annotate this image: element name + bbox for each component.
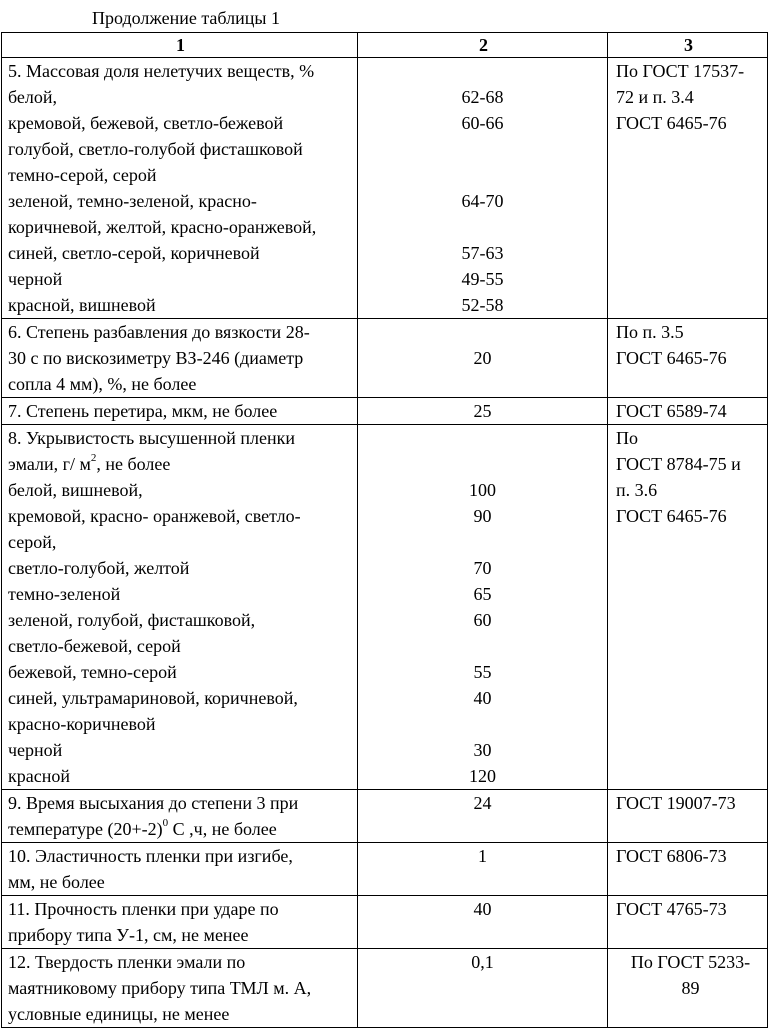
property-line: 11. Прочность пленки при ударе по <box>8 899 279 919</box>
value-cell <box>358 319 608 398</box>
property-text: С ,ч, не более <box>168 819 277 839</box>
header-col-1: 1 <box>2 33 358 58</box>
method-line: п. 3.6 <box>616 480 658 500</box>
value-line: 64-70 <box>461 191 504 211</box>
value-cell <box>358 896 608 949</box>
property-cell <box>2 790 358 843</box>
table-row <box>2 949 768 1028</box>
property-line: светло-голубой, желтой <box>8 558 190 578</box>
value-line: 55 <box>473 662 492 682</box>
superscript: 0 <box>162 817 169 829</box>
property-cell <box>2 319 358 398</box>
property-line: белой, вишневой, <box>8 480 143 500</box>
property-line: бежевой, темно-серой <box>8 662 177 682</box>
property-cell <box>2 843 358 896</box>
property-line: кремовой, красно- оранжевой, светло- <box>8 506 301 526</box>
property-line <box>8 816 353 842</box>
method-line: По ГОСТ 5233- <box>630 952 751 972</box>
value-line <box>358 319 607 345</box>
method-line: ГОСТ 6589-74 <box>616 401 727 421</box>
method-line: ГОСТ 6465-76 <box>616 348 727 368</box>
value-line <box>358 162 607 188</box>
value-line: 57-63 <box>461 243 504 263</box>
property-line: 10. Эластичность пленки при изгибе, <box>8 846 293 866</box>
value-line <box>358 451 607 477</box>
property-line: светло-бежевой, серой <box>8 636 181 656</box>
property-line: прибору типа У-1, см, не менее <box>8 925 249 945</box>
table-row <box>2 425 768 790</box>
value-line: 49-55 <box>461 269 504 289</box>
method-cell <box>608 949 768 1028</box>
property-cell <box>2 425 358 790</box>
value-line: 52-58 <box>461 295 504 315</box>
property-line: белой, <box>8 87 58 107</box>
property-line: коричневой, желтой, красно-оранжевой, <box>8 217 317 237</box>
value-line <box>358 136 607 162</box>
method-cell <box>608 843 768 896</box>
value-line: 40 <box>473 688 492 708</box>
value-line <box>358 371 607 397</box>
value-line <box>358 633 607 659</box>
method-cell <box>608 790 768 843</box>
value-line <box>358 529 607 555</box>
property-line: зеленой, голубой, фисташковой, <box>8 610 256 630</box>
property-cell <box>2 58 358 319</box>
property-line: красной <box>8 766 70 786</box>
table-row <box>2 790 768 843</box>
property-line: синей, ультрамариновой, коричневой, <box>8 688 298 708</box>
property-line: черной <box>8 740 63 760</box>
value-line: 90 <box>473 506 492 526</box>
value-line: 62-68 <box>461 87 504 107</box>
method-line: ГОСТ 19007-73 <box>616 793 736 813</box>
property-line: красной, вишневой <box>8 295 156 315</box>
method-line: По п. 3.5 <box>616 322 684 342</box>
method-cell <box>608 398 768 425</box>
value-line <box>358 711 607 737</box>
header-col-3: 3 <box>608 33 768 58</box>
value-cell <box>358 843 608 896</box>
property-line: условные единицы, не менее <box>8 1004 230 1024</box>
table-caption: Продолжение таблицы 1 <box>92 8 280 28</box>
method-line: ГОСТ 8784-75 и <box>616 454 741 474</box>
method-line: По ГОСТ 17537- <box>616 61 745 81</box>
value-line: 70 <box>473 558 492 578</box>
property-line: 9. Время высыхания до степени 3 при <box>8 793 299 813</box>
value-line: 100 <box>469 480 496 500</box>
value-line: 20 <box>473 348 492 368</box>
value-line <box>358 58 607 84</box>
value-cell <box>358 949 608 1028</box>
value-line <box>358 214 607 240</box>
property-line: темно-зеленой <box>8 584 121 604</box>
property-line: 6. Степень разбавления до вязкости 28- <box>8 322 310 342</box>
value-line: 1 <box>478 846 487 866</box>
property-text: эмали, г/ м <box>8 454 91 474</box>
property-line: красно-коричневой <box>8 714 156 734</box>
property-line: сопла 4 мм), %, не более <box>8 374 197 394</box>
property-cell <box>2 949 358 1028</box>
value-line: 60 <box>473 610 492 630</box>
header-col-2: 2 <box>358 33 608 58</box>
method-line: ГОСТ 4765-73 <box>616 899 727 919</box>
method-cell <box>608 425 768 790</box>
superscript: 2 <box>90 452 97 464</box>
value-line: 30 <box>473 740 492 760</box>
property-cell <box>2 398 358 425</box>
property-line: голубой, светло-голубой фисташковой <box>8 139 303 159</box>
property-line <box>8 451 353 477</box>
property-line: маятниковому прибору типа ТМЛ м. А, <box>8 978 312 998</box>
property-line: темно-серой, серой <box>8 165 157 185</box>
property-line: серой, <box>8 532 57 552</box>
property-line: 8. Укрывистость высушенной пленки <box>8 428 295 448</box>
properties-table <box>1 32 768 1028</box>
method-line: ГОСТ 6465-76 <box>616 506 727 526</box>
method-line: 72 и п. 3.4 <box>616 87 694 107</box>
value-line: 24 <box>473 793 492 813</box>
method-line: 89 <box>681 978 700 998</box>
table-row <box>2 58 768 319</box>
value-cell <box>358 790 608 843</box>
property-line: 30 с по вискозиметру ВЗ-246 (диаметр <box>8 348 304 368</box>
property-line: черной <box>8 269 63 289</box>
property-line: мм, не более <box>8 872 105 892</box>
table-row <box>2 843 768 896</box>
method-cell <box>608 896 768 949</box>
value-line: 60-66 <box>461 113 504 133</box>
property-line: 7. Степень перетира, мкм, не более <box>8 401 278 421</box>
property-line: синей, светло-серой, коричневой <box>8 243 260 263</box>
value-cell <box>358 398 608 425</box>
value-line: 25 <box>473 401 492 421</box>
property-cell <box>2 896 358 949</box>
method-line: ГОСТ 6806-73 <box>616 846 727 866</box>
table-row <box>2 398 768 425</box>
value-line: 120 <box>469 766 496 786</box>
property-line: кремовой, бежевой, светло-бежевой <box>8 113 284 133</box>
value-line: 0,1 <box>471 952 494 972</box>
value-cell <box>358 425 608 790</box>
value-line: 65 <box>473 584 492 604</box>
method-cell <box>608 319 768 398</box>
value-line <box>358 425 607 451</box>
property-text: , не более <box>96 454 171 474</box>
method-line: ГОСТ 6465-76 <box>616 113 727 133</box>
property-line: 5. Массовая доля нелетучих веществ, % <box>8 61 315 81</box>
table-row <box>2 896 768 949</box>
value-line: 40 <box>473 899 492 919</box>
table-row <box>2 319 768 398</box>
method-line: По <box>616 428 638 448</box>
value-cell <box>358 58 608 319</box>
method-cell <box>608 58 768 319</box>
property-text: температуре (20+-2) <box>8 819 163 839</box>
property-line: зеленой, темно-зеленой, красно- <box>8 191 257 211</box>
property-line: 12. Твердость пленки эмали по <box>8 952 246 972</box>
header-row <box>2 33 768 58</box>
